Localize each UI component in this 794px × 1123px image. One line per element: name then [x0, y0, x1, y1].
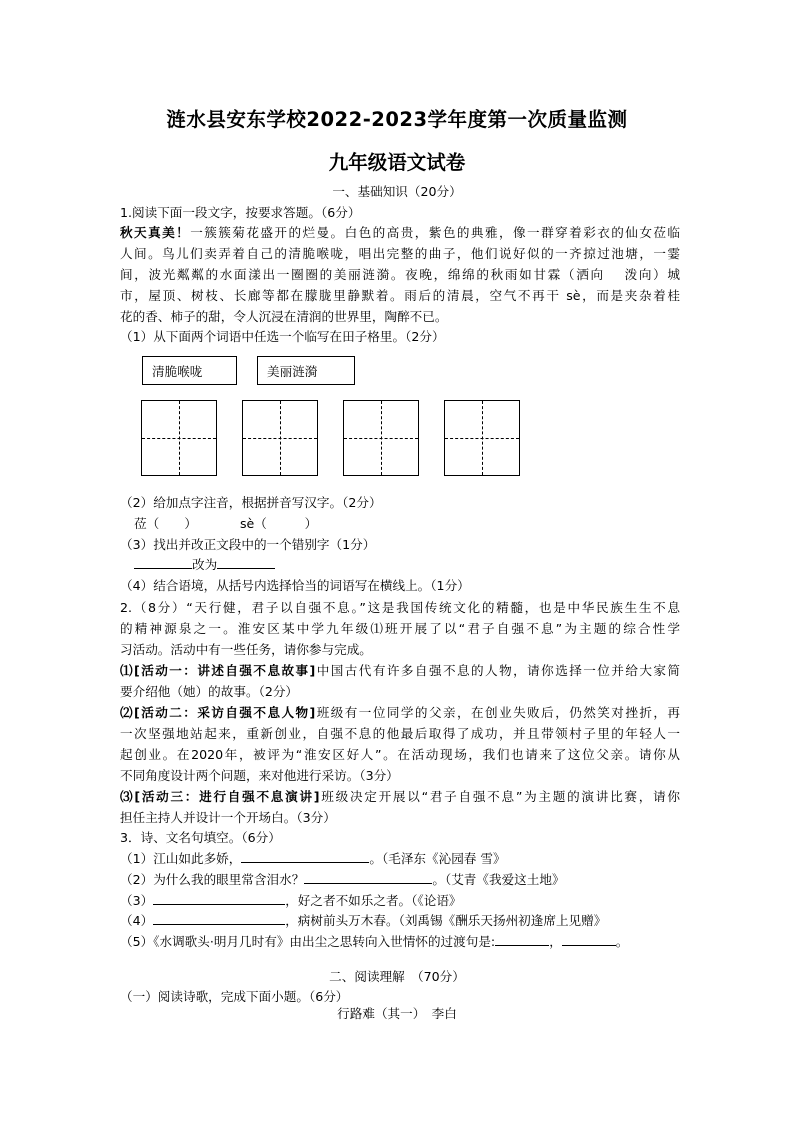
q3-item-3-post: ，好之者不如乐之者。（《论语》: [285, 893, 462, 908]
activity-1-text: 中国古代有许多自强不息的人物，请你选择一位并给大家简: [315, 663, 680, 678]
passage-lead: 秋天真美！: [120, 225, 191, 240]
section2-intro: （一）阅读诗歌，完成下面小题。（6分）: [120, 989, 349, 1004]
exam-subtitle: 九年级语文试卷: [328, 151, 466, 174]
activity-2-line: [120, 704, 680, 721]
sub-question-3: （3）找出并改正文段中的一个错别字（1分）: [120, 537, 376, 552]
q3-item-2: [120, 871, 680, 888]
q3-item-1-blank[interactable]: [241, 850, 369, 863]
q3-intro: 3．诗、文名句填空。（6分）: [120, 830, 281, 845]
q3-item-4: [120, 912, 680, 929]
q3-item-5-pre: （5）《水调歌头·明月几时有》由出尘之思转向入世情怀的过渡句是:: [120, 934, 496, 949]
q3-item-1-post: 。（毛泽东《沁园春 雪》: [369, 851, 506, 866]
q3-item-5-end: 。: [615, 934, 629, 949]
activity-2-cont-1: 一次坚强地站起来，重新创业，自强不息的他最后取得了成功，并且带领村子里的年轻人一: [120, 726, 680, 741]
exam-title: 涟水县安东学校2022-2023学年度第一次质量监测: [166, 108, 628, 131]
q3-item-5-blank-2[interactable]: [562, 933, 616, 946]
section1-heading: 一、基础知识（20分）: [332, 184, 462, 199]
sub-question-2: （2）给加点字注音，根据拼音写汉字。（2分）: [120, 495, 382, 510]
q2-line-2: 的精神源泉之一。淮安区某中学九年级⑴班开展了以“君子自强不息”为主题的综合性学: [120, 621, 680, 636]
word-box-2: 美丽涟漪: [257, 356, 355, 385]
q3-item-1-pre: （1）江山如此多娇，: [120, 851, 242, 866]
q3-item-1: [120, 850, 680, 867]
sub-question-4: （4）结合语境，从括号内选择恰当的词语写在横线上。（1分）: [120, 578, 470, 593]
activity-1-line: [120, 662, 680, 679]
activity-3-line: [120, 788, 680, 805]
q3-item-2-blank[interactable]: [304, 871, 432, 884]
tianzige-grid-4[interactable]: [444, 400, 520, 476]
q3-item-3: [120, 892, 680, 909]
sub3-blank-correct[interactable]: [217, 556, 275, 569]
passage-line-3: 间，波光粼粼的水面漾出一圈圈的美丽涟漪。夜晚，绵绵的秋雨如甘霖（洒向 泼向）城: [120, 267, 680, 282]
activity-3-cont: 担任主持人并设计一个开场白。（3分）: [120, 810, 336, 825]
activity-2-cont-3: 不同角度设计两个问题，来对他进行采访。（3分）: [120, 768, 399, 783]
sub3-answer-line: [134, 556, 694, 573]
activity-2-cont-2: 起创业。在2020年，被评为“淮安区好人”。在活动现场，我们也请来了这位父亲。请你从: [120, 747, 680, 762]
q3-item-5-mid: ，: [549, 934, 562, 949]
activity-1-cont: 要介绍他（她）的故事。（2分）: [120, 684, 299, 699]
q3-item-4-post: ，病树前头万木春。（刘禹锡《酬乐天扬州初逢席上见赠》: [285, 913, 607, 928]
q3-item-2-pre: （2）为什么我的眼里常含泪水？: [120, 872, 305, 887]
word-box-1: 清脆喉咙: [142, 356, 237, 385]
tianzige-grid-2[interactable]: [242, 400, 318, 476]
poem-title: 行路难（其一） 李白: [337, 1006, 457, 1021]
passage-line-5: 花的香、柿子的甜，令人沉浸在清润的世界里，陶醉不已。: [120, 309, 448, 324]
sub3-blank-wrong[interactable]: [134, 556, 192, 569]
sub2-answer-b: sè（ ）: [240, 516, 318, 531]
activity-3-text: 班级决定开展以“君子自强不息”为主题的演讲比赛，请你: [319, 789, 680, 804]
activity-3-label: ⑶[活动三：进行自强不息演讲]: [120, 789, 320, 804]
q3-item-2-post: 。（艾青《我爱这土地》: [432, 872, 565, 887]
passage-line-1-rest: 一簇簇菊花盛开的烂曼。白色的高贵，紫色的典雅，像一群穿着彩衣的仙女莅临: [190, 225, 681, 240]
passage-line-4: 市，屋顶、树枝、长廊等都在朦胧里静默着。雨后的清晨，空气不再干 sè，而是夹杂着桂: [120, 288, 680, 303]
activity-2-text: 班级有一位同学的父亲，在创业失败后，仍然笑对挫折，再: [315, 705, 680, 720]
q2-line-1: 2.（8分）“天行健，君子以自强不息。”这是我国传统文化的精髓，也是中华民族生生不息: [120, 600, 680, 615]
passage-line-2: 人间。鸟儿们卖弄着自己的清脆喉咙，唱出完整的曲子，他们说好似的一齐掠过池塘，一霎: [120, 246, 680, 261]
q3-item-5: [120, 933, 685, 950]
passage-line-1: [120, 224, 680, 241]
section2-heading: 二、阅读理解 （70分）: [329, 969, 465, 984]
q3-item-3-pre: （3）: [120, 893, 154, 908]
activity-1-label: ⑴[活动一：讲述自强不息故事]: [120, 663, 316, 678]
sub3-change-label: 改为: [192, 557, 218, 572]
q1-intro: 1.阅读下面一段文字，按要求答题。（6分）: [120, 205, 361, 220]
q3-item-5-blank-1[interactable]: [495, 933, 549, 946]
tianzige-grid-3[interactable]: [343, 400, 419, 476]
q3-item-3-blank[interactable]: [153, 892, 285, 905]
tianzige-grid-1[interactable]: [141, 400, 217, 476]
sub2-answer-a: 莅（ ）: [134, 516, 197, 531]
q2-line-3: 习活动。活动中有一些任务，请你参与完成。: [120, 642, 372, 657]
activity-2-label: ⑵[活动二：采访自强不息人物]: [120, 705, 316, 720]
q3-item-4-pre: （4）: [120, 913, 154, 928]
q3-item-4-blank[interactable]: [153, 912, 285, 925]
sub-question-1: （1）从下面两个词语中任选一个临写在田子格里。（2分）: [120, 329, 445, 344]
